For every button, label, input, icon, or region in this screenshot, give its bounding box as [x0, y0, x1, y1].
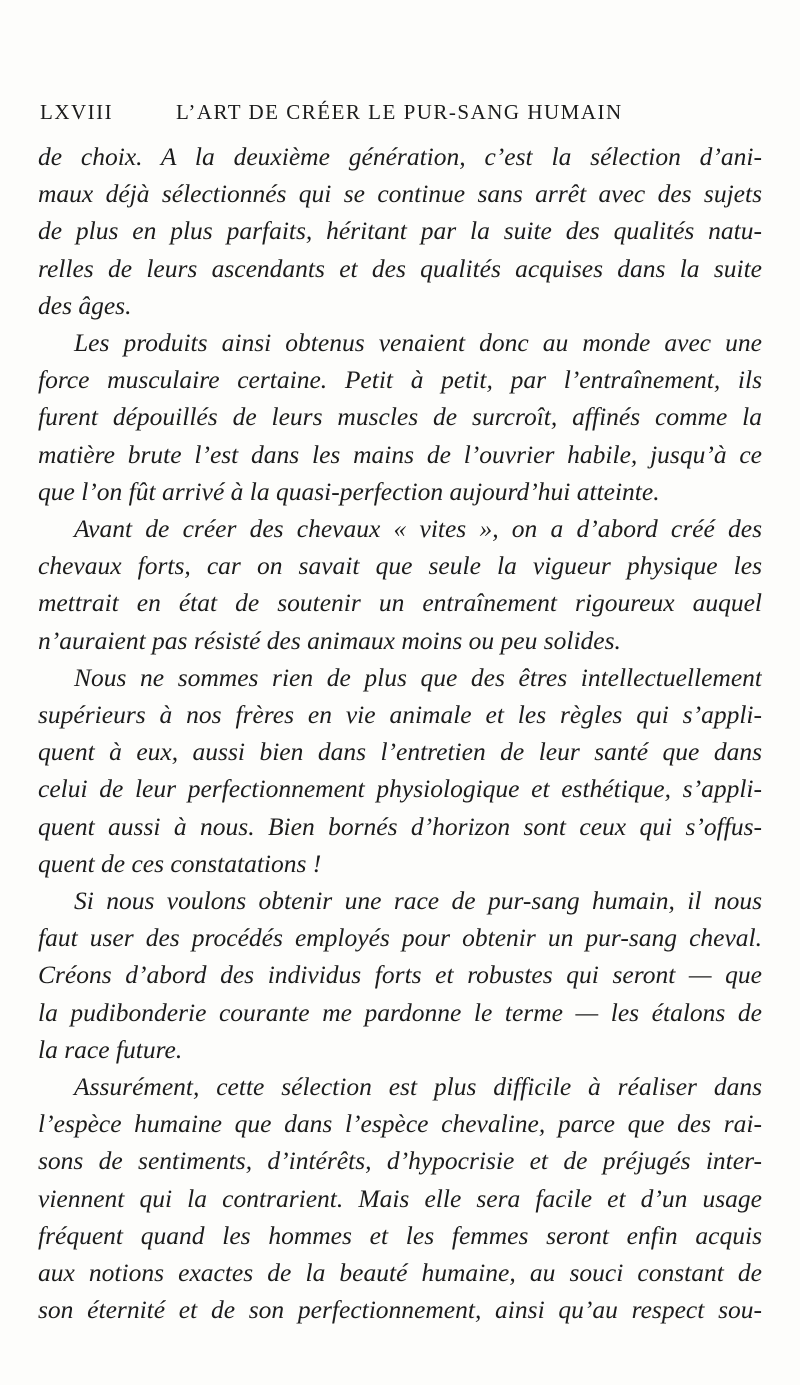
text-line: supérieurs à nos frères en vie animale et les règles qui s’appli-	[38, 700, 762, 730]
text-line: mettrait en état de soutenir un entraînement rigoureux auquel	[38, 588, 762, 618]
text-line: quent aussi à nous. Bien bornés d’horizon sont ceux qui s’offus-	[38, 811, 762, 841]
text-line: la pudibonderie courante me pardonne le terme — les étalons de	[38, 997, 762, 1027]
text-line: viennent qui la contrarient. Mais elle sera facile et d’un usage	[38, 1183, 762, 1213]
text-line: son éternité et de son perfectionnement, ainsi qu’au respect sou-	[38, 1295, 762, 1325]
text-line: quent de ces constatations !	[38, 848, 322, 878]
text-line: Créons d’abord des individus forts et robustes qui seront — que	[38, 960, 762, 990]
text-line: maux déjà sélectionnés qui se continue sans arrêt avec des sujets	[38, 179, 762, 209]
paragraph	[38, 1068, 762, 1328]
text-line: n’auraient pas résisté des animaux moins ou peu solides.	[38, 625, 621, 655]
text-line: Nous ne sommes rien de plus que des êtres intellectuellement	[74, 662, 762, 692]
text-line: Assurément, cette sélection est plus difficile à réaliser dans	[74, 1072, 762, 1102]
text-line: force musculaire certaine. Petit à petit, par l’entraînement, ils	[38, 365, 762, 395]
text-line: la race future.	[38, 1034, 183, 1064]
running-title: L’ART DE CRÉER LE PUR-SANG HUMAIN	[176, 100, 623, 124]
text-line: Avant de créer des chevaux « vites », on a d’abord créé des	[74, 514, 762, 544]
paragraph	[38, 882, 762, 1068]
running-header	[38, 100, 762, 138]
paragraph	[38, 659, 762, 882]
text-line: chevaux forts, car on savait que seule la vigueur physique les	[38, 551, 762, 581]
text-line: de choix. A la deuxième génération, c’est la sélection d’ani-	[38, 142, 762, 171]
text-line: quent à eux, aussi bien dans l’entretien de leur santé que dans	[38, 737, 762, 767]
paragraph	[38, 324, 762, 510]
text-line: celui de leur perfectionnement physiologique et esthétique, s’appli-	[38, 774, 762, 804]
text-line: Si nous voulons obtenir une race de pur-sang humain, il nous	[74, 886, 762, 916]
paragraph	[38, 138, 762, 324]
text-line: Les produits ainsi obtenus venaient donc au monde avec une	[74, 328, 762, 358]
paragraph	[38, 510, 762, 659]
text-line: de plus en plus parfaits, héritant par la suite des qualités natu-	[38, 216, 762, 246]
text-line: furent dépouillés de leurs muscles de surcroît, affinés comme la	[38, 402, 762, 432]
text-line: matière brute l’est dans les mains de l’ouvrier habile, jusqu’à ce	[38, 439, 762, 469]
text-line: que l’on fût arrivé à la quasi-perfection aujourd’hui atteinte.	[38, 476, 660, 506]
text-line: aux notions exactes de la beauté humaine, au souci constant de	[38, 1258, 762, 1288]
text-line: faut user des procédés employés pour obtenir un pur-sang cheval.	[38, 923, 762, 953]
page-number: LXVIII	[40, 100, 114, 124]
text-line: des âges.	[38, 290, 132, 320]
text-line: l’espèce humaine que dans l’espèce chevaline, parce que des rai-	[38, 1109, 762, 1139]
text-line: relles de leurs ascendants et des qualités acquises dans la suite	[38, 253, 762, 283]
body-text	[38, 138, 762, 1329]
text-line: fréquent quand les hommes et les femmes seront enfin acquis	[38, 1220, 762, 1250]
text-line: sons de sentiments, d’intérêts, d’hypocrisie et de préjugés inter-	[38, 1146, 762, 1176]
